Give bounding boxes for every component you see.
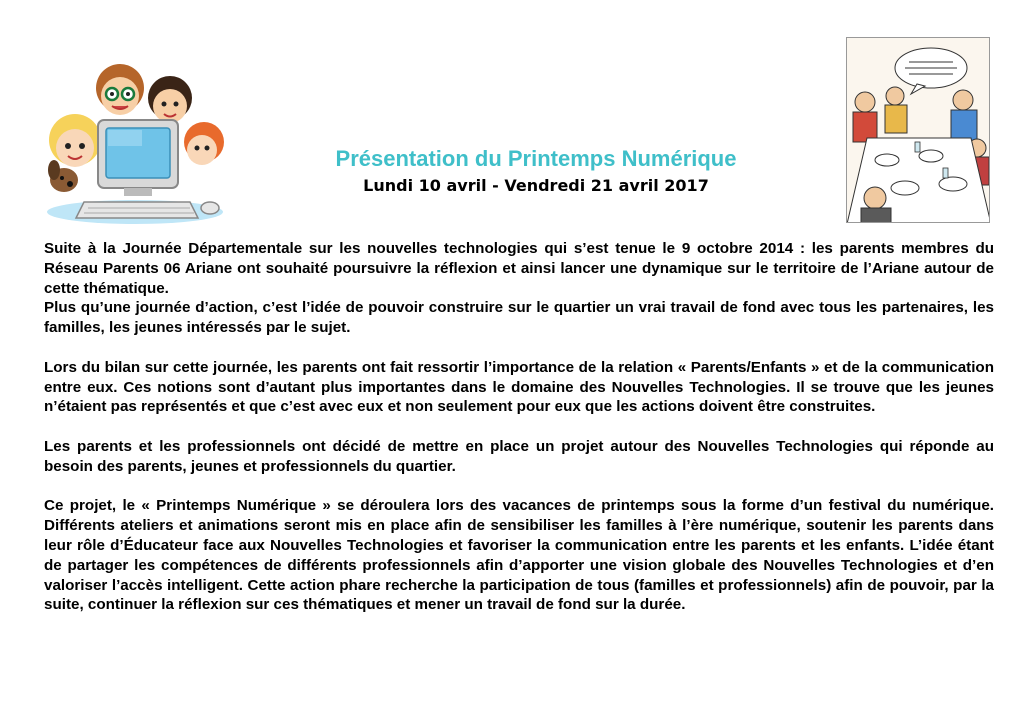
paragraph-gap (44, 417, 994, 437)
paragraph-3: Lors du bilan sur cette journée, les parents ont fait ressortir l’importance de la relation « Parents/Enfants » et de la communication entre eux. Ces notions sont d’autant plus importantes dans le domaine des Nouvelles Technologies. Il se trouve que les jeunes n’étaient pas représentés et que c’est avec eux et non seulement pour eux que les actions doivent être construites. (44, 358, 994, 416)
paragraph-5: Ce projet, le « Printemps Numérique » se déroulera lors des vacances de printemps sous la forme d’un festival du numérique. Différents ateliers et animations seront mis en place afin de sensibiliser les familles à l’ère numérique, soutenir les parents dans leur rôle d’Éducateur face aux Nouvelles Technologies et favoriser la communication entre les parents et les enfants. L’idée étant de partager les compétences de différents professionnels afin d’apporter une vision globale des Nouvelles Technologies et d’en valoriser l’accès intelligent. Cette action phare recherche la participation de tous (familles et professionnels) afin de pouvoir, par la suite, continuer la réflexion sur ces thématiques et mener un travail de fond sur la durée. (44, 497, 994, 614)
paragraph-gap (44, 477, 994, 497)
paragraph-1: Suite à la Journée Départementale sur les nouvelles technologies qui s’est tenue le 9 octobre 2014 : les parents membres du Réseau Parents 06 Ariane ont souhaité poursuivre la réflexion et ainsi lancer une dynamique sur le territoire de l’Ariane autour de cette thématique. (44, 240, 994, 297)
dinner-table-illustration (846, 37, 990, 223)
paragraph-4: Les parents et les professionnels ont décidé de mettre en place un projet autour des Nouvelles Technologies qui réponde au besoin des parents, jeunes et professionnels du quartier. (44, 437, 994, 475)
page-title: Présentation du Printemps Numérique (335, 146, 737, 171)
cartoon-dinner-table-icon (847, 38, 990, 223)
kids-at-computer-illustration (40, 62, 226, 226)
paragraph-2: Plus qu’une journée d’action, c’est l’idée de pouvoir construire sur le quartier un vrai travail de fond avec tous les partenaires, les familles, les jeunes intéressés par le sujet. (44, 299, 994, 337)
body-text (44, 239, 994, 615)
paragraph-gap (44, 338, 994, 358)
kids-at-computer-icon (40, 62, 226, 226)
event-dates: Lundi 10 avril - Vendredi 21 avril 2017 (363, 176, 709, 195)
